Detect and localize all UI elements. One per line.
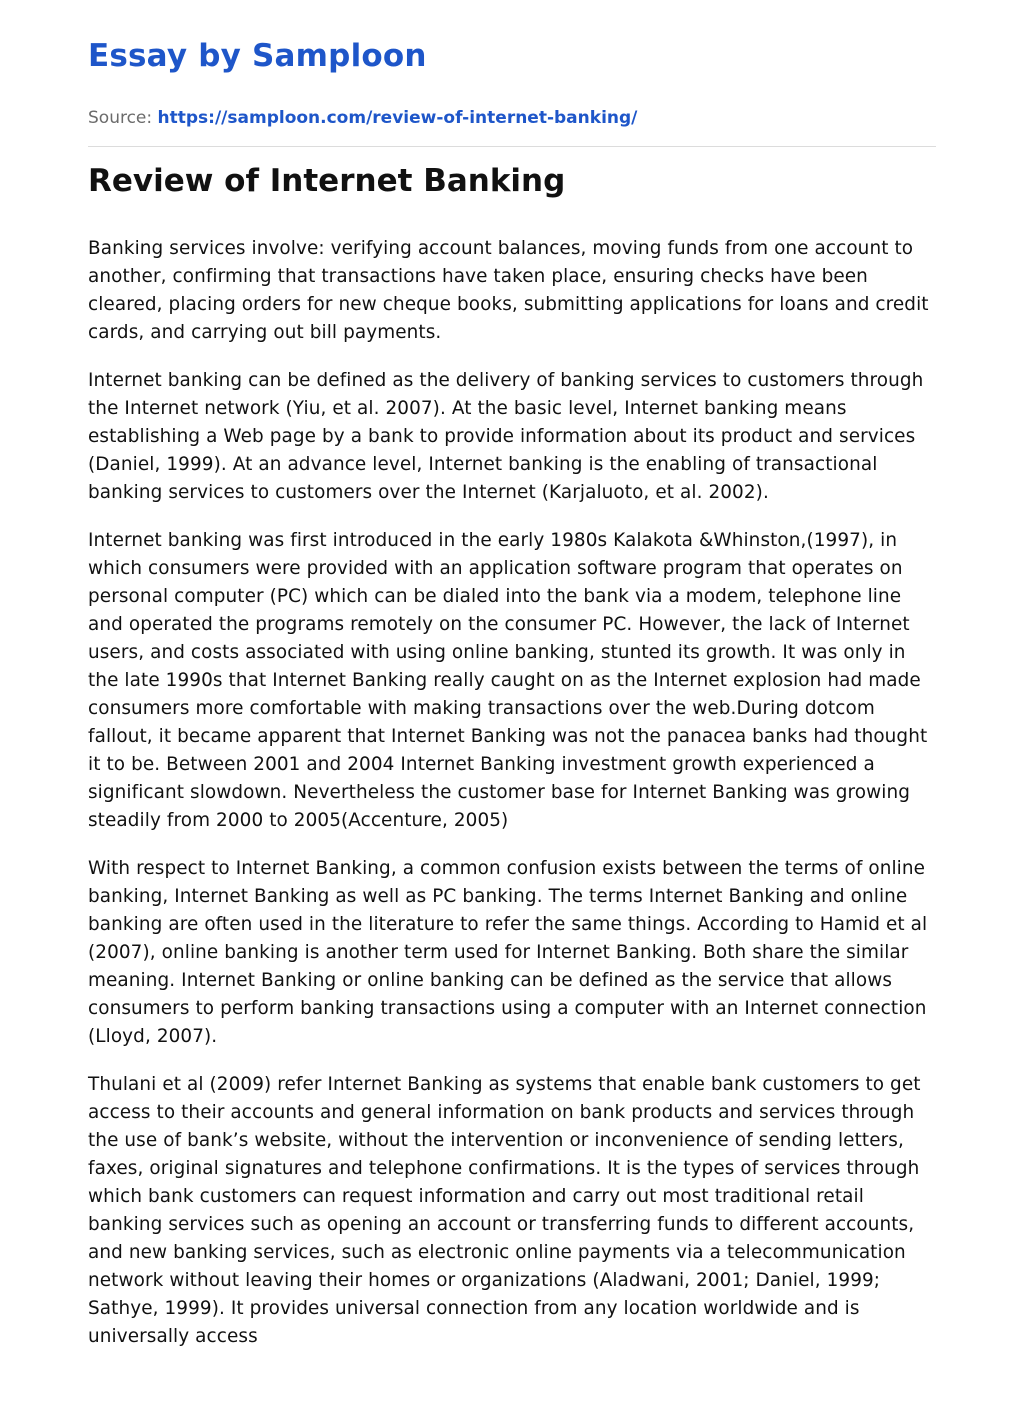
paragraph: Internet banking was first introduced in the early 1980s Kalakota &Whinston,(1997), in which consumers were provided with an application software program that operates on personal computer (PC) which can be dialed into the bank via a modem, telephone line and operated the programs remotely on the consumer PC. However, the lack of Internet users, and costs associated with using online banking, stunted its growth. It was only in the late 1990s that Internet Banking really caught on as the Internet explosion had made consumers more comfortable with making transactions over the web.During dotcom fallout, it became apparent that Internet Banking was not the panacea banks had thought it to be. Between 2001 and 2004 Internet Banking investment growth experienced a significant slowdown. Nevertheless the customer base for Internet Banking was growing steadily from 2000 to 2005(Accenture, 2005) xyxy=(88,530,928,831)
page-title: Review of Internet Banking xyxy=(88,163,566,199)
paragraph: With respect to Internet Banking, a common confusion exists between the terms of online banking, Internet Banking as well as PC banking. The terms Internet Banking and online banking are often used in the literature to refer the same things. According to Hamid et al (2007), online banking is another term used for Internet Banking. Both share the similar meaning. Internet Banking or online banking can be defined as the service that allows consumers to perform banking transactions using a computer with an Internet connection (Lloyd, 2007). xyxy=(88,858,928,1047)
source-label: Source: xyxy=(88,108,153,128)
article-body xyxy=(88,235,936,1351)
site-brand[interactable]: Essay by Samploon xyxy=(88,38,427,74)
paragraph: Internet banking can be defined as the delivery of banking services to customers through the Internet network (Yiu, et al. 2007). At the basic level, Internet banking means establishing a Web page by a bank to provide information about its product and services (Daniel, 1999). At an advance level, Internet banking is the enabling of transactional banking services to customers over the Internet (Karjaluoto, et al. 2002). xyxy=(88,370,924,503)
paragraph: Thulani et al (2009) refer Internet Banking as systems that enable bank customers to get access to their accounts and general information on bank products and services through the use of bank’s website, without the intervention or inconvenience of sending letters, faxes, original signatures and telephone confirmations. It is the types of services through which bank customers can request information and carry out most traditional retail banking services such as opening an account or transferring funds to different accounts, and new banking services, such as electronic online payments via a telecommunication network without leaving their homes or organizations (Aladwani, 2001; Daniel, 1999; Sathye, 1999). It provides universal connection from any location worldwide and is universally access xyxy=(88,1074,921,1347)
source-link[interactable]: https://samploon.com/review-of-internet-banking/ xyxy=(157,108,638,128)
paragraph: Banking services involve: verifying account balances, moving funds from one account to another, confirming that transactions have taken place, ensuring checks have been cleared, placing orders for new cheque books, submitting applications for loans and credit cards, and carrying out bill payments. xyxy=(88,238,929,343)
source-line xyxy=(88,106,936,130)
header-divider xyxy=(88,146,936,147)
essay-page xyxy=(88,0,936,1371)
